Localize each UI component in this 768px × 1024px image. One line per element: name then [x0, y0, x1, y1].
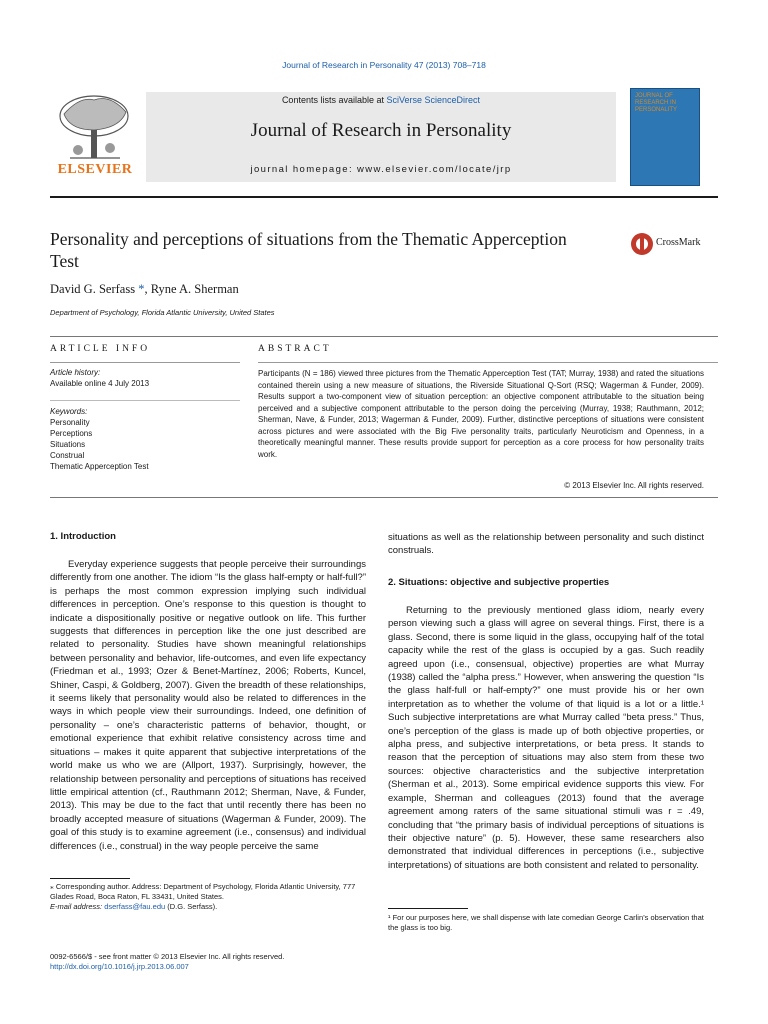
issn-block [50, 952, 450, 972]
author-sherman: , Ryne A. Sherman [144, 282, 239, 296]
email-suffix: (D.G. Serfass). [165, 902, 218, 911]
corresponding-author-mark[interactable]: * [138, 282, 145, 296]
footnote-rule [50, 878, 130, 879]
article-info-rule [50, 336, 718, 337]
contents-prefix: Contents lists available at [281, 95, 387, 105]
footnote-rule [388, 908, 468, 909]
elsevier-wordmark: ELSEVIER [57, 162, 133, 177]
email-link[interactable]: dserfass@fau.edu [104, 902, 166, 911]
info-rule [50, 362, 240, 363]
contents-line [146, 95, 616, 105]
abstract-bottom-rule [50, 497, 718, 498]
author-affiliation: Department of Psychology, Florida Atlantic University, United States [50, 308, 275, 317]
header-rule [50, 196, 718, 198]
corresponding-address: ⁎ Corresponding author. Address: Department of Psychology, Florida Atlantic University, 777 Glades Road, Boca Raton, FL 33431, United States. [50, 882, 356, 901]
abstract-copyright: © 2013 Elsevier Inc. All rights reserved. [564, 481, 704, 490]
journal-homepage[interactable]: journal homepage: www.elsevier.com/locate/jrp [250, 164, 512, 175]
keyword-item: Construal [50, 451, 85, 460]
crossmark-icon [630, 232, 654, 256]
journal-citation[interactable]: Journal of Research in Personality 47 (2013) 708–718 [282, 60, 486, 70]
journal-cover-image [630, 88, 700, 186]
keyword-item: Thematic Apperception Test [50, 462, 149, 471]
introduction-paragraph [50, 558, 366, 853]
email-label: E-mail address: [50, 902, 105, 911]
keyword-item: Perceptions [50, 429, 93, 438]
introduction-text: Everyday experience suggests that people perceive their surroundings differently from one another. The idiom “Is the glass half-empty or half-full?” is perhaps the most common expression implying such individual differences in perception. One’s response to this question is thought to indicate a dispositionally positive or negative outlook on life. This further suggests that differences in perception like the one just described are related to personality. Studies have shown meaningful relationships between personality and behavior, life-outcomes, and even life expectancy (Friedman et al., 1993; Ozer & Benet-Martínez, 2006; Roberts, Kuncel, Shiner, Caspi, & Goldberg, 2007). Given the breadth of these relationships, it seems likely that personality would also be related to differences in the ways in which people view their surroundings. Indeed, one definition of personality – one’s characteristic patterns of behavior, thought, or emotional experience that exhibit relative consistency across time and situations – makes it quite apparent that subjective interpretations of the world make us who we are (Allport, 1937). Surprisingly, however, the relationship between personality and perceptions of situations has received little empirical attention (cf., Rauthmann 2012; Sherman, Nave, & Funder, 2013). This may be due to the fact that until recently there has been no broadly accepted measure of situations (Wagerman & Funder, 2009). The goal of this study is to examine agreement (i.e., consensus) and individual differences (i.e., construal) in the way people perceive the same [50, 559, 366, 852]
abstract-heading: ABSTRACT [258, 344, 332, 354]
history-label: Article history: [50, 368, 101, 377]
history-value: Available online 4 July 2013 [50, 378, 150, 388]
situations-text: Returning to the previously mentioned glass idiom, nearly every person viewing such a glass will agree on several things. First, there is a glass. Second, there is some liquid in the glass, occupying half of the total capacity while the rest of the glass is occupied by a gas. Such readily agreed upon (i.e., consensual, objective) properties are what Murray (1938) called the “alpha press.” However, when answering the question “Is the glass half-full or half-empty?” one must provide his or her own interpretation as to whether the volume of that liquid is a lot or a little.¹ Such subjective interpretations are what Murray called “beta press.” Thus, one’s perception of the glass is made up of both objective properties, or alpha press, and subjective interpretations, or beta press. It stands to reason that the perception of situations may also stem from these two sources: objective characteristics and the subjective interpretation (Sherman et al., 2013). Some empirical evidence supports this view. For example, Sherman and colleagues (2013) found that the average agreement among raters of the same situational stimuli was r = .49, concluding that “the primary basis of individual perceptions of situations is their objective nature” (p. 5). However, these same researchers also demonstrated that individual differences in perceptions (i.e., subjective interpretations) of situations are both consistent and related to personality. [388, 605, 704, 871]
issn-line: 0092-6566/$ - see front matter © 2013 Elsevier Inc. All rights reserved. [50, 952, 285, 961]
article-history [50, 368, 240, 389]
abstract-text: Participants (N = 186) viewed three pictures from the Thematic Apperception Test (TAT; Murray, 1938) and rated the situations contained therein using a new measure of situations, the Riverside Situational Q-Sort (RSQ; Wagerman & Funder, 2009). Results support a two-component view of situation perception: an objective component attributable to the situation being perceived and a subjective component attributable to the person doing the perceiving (Murray, 1938; Rauthmann, 2012; Sherman, Nave, & Funder, 2013; Wagerman & Funder, 2009). Further, distinctive perceptions of situations were consistent across pictures and were associated with the Big Five personality traits, particularly Neuroticism and Openness, in a theoretically meaningful manner. These results provide support for perception as a core process for how personality traits work. [258, 369, 704, 459]
introduction-continued: situations as well as the relationship between personality and such distinct construals. [388, 532, 704, 557]
keywords-rule [50, 400, 240, 401]
section-heading-situations: 2. Situations: objective and subjective properties [388, 577, 610, 588]
situations-paragraph [388, 604, 704, 872]
keywords-label: Keywords: [50, 407, 88, 416]
cover-title: JOURNAL OF RESEARCH IN PERSONALITY [635, 93, 678, 113]
sciencedirect-link[interactable]: SciVerse ScienceDirect [386, 95, 481, 105]
doi-link[interactable]: http://dx.doi.org/10.1016/j.jrp.2013.06.007 [50, 962, 189, 971]
crossmark-label[interactable]: CrossMark [656, 237, 701, 248]
corresponding-author-footnote [50, 882, 366, 912]
keyword-item: Situations [50, 440, 86, 449]
keywords-block [50, 406, 240, 472]
journal-name: Journal of Research in Personality [250, 120, 512, 141]
author-list [50, 282, 239, 297]
keyword-item: Personality [50, 418, 90, 427]
abstract-rule [258, 362, 718, 363]
author-serfass: David G. Serfass [50, 282, 136, 296]
section-heading-introduction: 1. Introduction [50, 531, 116, 542]
article-title: Personality and perceptions of situations from the Thematic Apperception Test [50, 229, 567, 271]
article-info-heading: ARTICLE INFO [50, 344, 151, 354]
email-line [50, 902, 366, 912]
footnote-1: ¹ For our purposes here, we shall dispense with late comedian George Carlin’s observation that the glass is too big. [388, 913, 704, 932]
